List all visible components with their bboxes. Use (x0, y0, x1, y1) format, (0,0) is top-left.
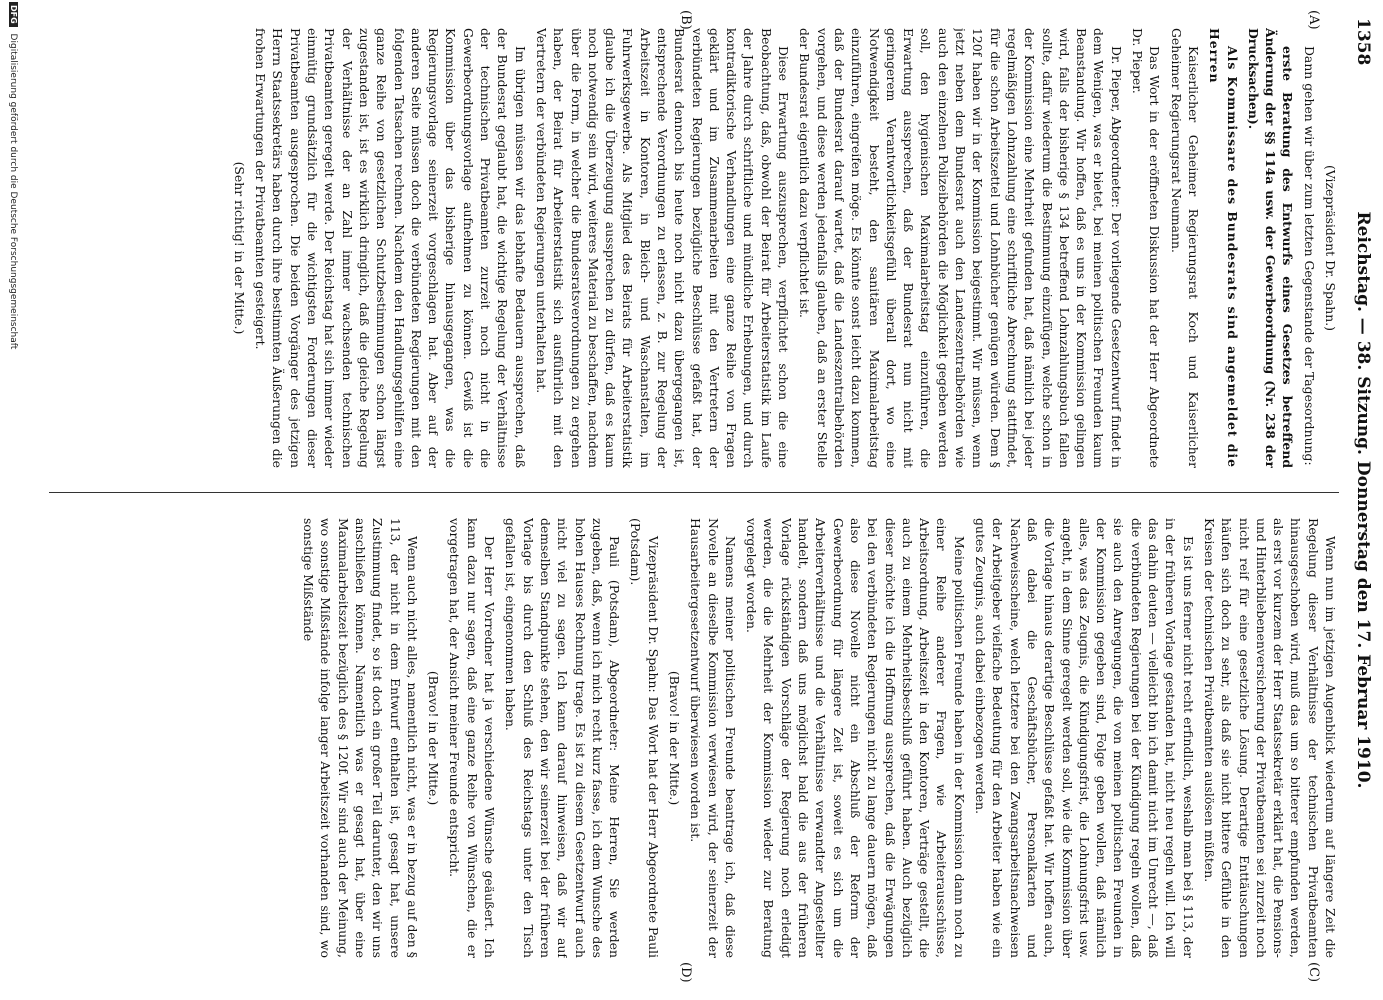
page-number: 1358 (1353, 18, 1373, 66)
paragraph: Wenn auch nicht alles, namentlich nicht, was er in bezug auf den § 113, der nicht in dem Entwurf enthalten ist, gesagt hat, unsere Zustimmung findet, so ist doch ein großer Teil darunter, den wir uns anschließen können. Namentlich was er gesagt hat, über eine Maximalarbeitszeit bezüglich des § 120f. Wir sind auch der Meinung, wo sonstige Mißstände infolge langer Arbeitszeit vorhanden sind, wo sonstige Mißstände (301, 518, 420, 958)
column-divider (49, 492, 1339, 493)
paragraph: Dr. Pieper, Abgeordneter: Der vorliegende Gesetzentwurf findet in dem Wenigen, was er bietet, bei meinen politischen Freunden kaum Beanstandung. Wir hoffen, daß es uns in der Kommission gelingen wird, falls der bisherige § 134 betreffend Lohnzahlungsbuch fallen sollte, dafür wiederum die Bestimmung einzufügen, welche schon in der Kommission eine Mehrheit gefunden hat, daß nämlich bei jeder regelmäßigen Lohnzahlung eine schriftliche Abrechnung stattfindet, für die schon Arbeitszettel und Lohnbücher genügen würden. Dem § 120f haben wir in der Kommission beigestimmt. Wir müssen, wenn jetzt neben dem Bundesrat auch den Landeszentralbehörden wie auch den einzelnen Polizeibehörden die Möglichkeit gegeben werden soll, den hygienischen Maximalarbeitstag einzuführen, die Erwartung aussprechen, daß der Bundesrat nun nicht mit geringerem Verantwortlichkeitsgefühl überall dort, wo eine Notwendigkeit besteht, den sanitären Maximalarbeitstag einzuführen, eingreifen möge. Es könnte sonst leicht dazu kommen, daß der Bundesrat darauf wartet, daß die Landeszentralbehörden vorgehen, und diese werden jedenfalls glauben, daß an erster Stelle der Bundesrat eigentlich dazu verpflichtet ist. (797, 28, 1124, 468)
margin-marker-c: (C) (1306, 962, 1321, 983)
agenda-item: erste Beratung des Entwurfs eines Gesetzes betreffend Änderung der §§ 114a usw. der Gewerbeordnung (Nr. 238 der Drucksachen). (1245, 28, 1296, 468)
paragraph: Meine politischen Freunde haben in der Kommission dann noch zu einer Reihe anderer Fragen, wie Arbeiterausschüsse, Arbeitsordnung, Arbeitszeit in den Kontoren, Verträge gestellt, die auch zu einem Mehrheitsbeschluß geführt haben. Auch bezüglich dieser möchte ich die Hoffnung aussprechen, daß die Erwägungen bei den verbündeten Regierungen nicht zu lange dauern mögen, daß also diese Novelle nicht ein Abschluß der Reform der Gewerbeordnung für längere Zeit ist, soweit es sich um die Arbeiterverhältnisse und die Verhältnisse verwandter Angestellter handelt, sondern daß uns möglichst bald die aus der früheren Vorlage rückständigen Vorschläge der Regierung noch erledigt werden, die die Mehrheit der Kommission wieder zur Beratung vorgelegt worden. (744, 518, 967, 958)
margin-marker-d: (D) (678, 962, 693, 983)
paragraph: Es ist uns ferner nicht recht erfindlich, weshalb man bei § 113, der in der früheren Vorlage gestanden hat, nicht neu regeln will. Ich will das dahin deuten — vielleicht bin ich damit nicht im Unrecht —, daß die verbündeten Regierungen bei der Kündigung regeln wollen, daß sie auch den Anregungen, die von meinen politischen Freunden in der Kommission gegeben sind, Folge geben wollen, daß nämlich alles, was das Zeugnis, die Kündigungsfrist, die Lohnungsfrist usw. angeht, in dem Sinne geregelt werden soll, wie die Kommission über die Vorlage hinaus derartige Beschlüsse gefaßt hat. Wir hoffen auch, daß dabei die Geschäftsbücher, Personalkarten und Nachweisscheine, welch letztere bei den Zwangsarbeitsnachweisen der Arbeitgeber vielfache Bedeutung für den Arbeiter haben wie ein gutes Zeugnis, auch dabei einbezogen werden. (973, 518, 1196, 958)
paragraph: Im übrigen müssen wir das lebhafte Bedauern aussprechen, daß der Bundesrat geglaubt hat, die wichtige Regelung der Verhältnisse der technischen Privatbeamten zurzeit noch nicht in die Gewerbeordnungsvorlage aufnehmen zu können. Gewiß ist die Kommission über das bisherige hinausgegangen, was die Regierungsvorlage seinerzeit vorgeschlagen hat. Aber auf der anderen Seite müssen doch die verbündeten Regierungen mit den folgenden Tatsachen rechnen. Nachdem den Handlungsgehilfen eine ganze Reihe von gesetzlichen Schutzbestimmungen schon längst zugestanden ist, ist es wirklich dringlich, daß die gleiche Regelung der Verhältnisse der an Zahl immer wachsenden technischen Privatbeamten geregelt werde. Der Reichstag hat sich immer wieder einmütig grundsätzlich für die wichtigsten Forderungen dieser Privatbeamten ausgesprochen. Die beiden Vorgänger des jetzigen Herrn Staatssekretärs haben durch ihre bestimmten Äußerungen die frohen Erwartungen der Privatbeamten gesteigert. (253, 28, 528, 468)
credit-text: Digitalisierung gefördert durch die Deutsche Forschungsgemeinschaft (8, 33, 18, 350)
paragraph: Vizepräsident Dr. Spahn: Das Wort hat der Herr Abgeordnete Pauli (Potsdam). (628, 518, 661, 958)
interjection: (Bravo! in der Mitte.) (426, 670, 442, 806)
speaker-note: (Vizepräsident Dr. Spahn.) (1323, 164, 1338, 332)
paragraph: Das Wort in der eröffneten Diskussion hat der Herr Abgeordnete Dr. Pieper. (1130, 28, 1163, 468)
left-column (49, 28, 1339, 468)
paragraph: Der Herr Vorredner hat ja verschiedene Wünsche geäußert. Ich kann dazu nur sagen, daß eine ganze Reihe von Wünschen, die er vorgetragen hat, der Ansicht meiner Freunde entspricht. (447, 518, 498, 958)
paragraph: Dann gehen wir über zum letzten Gegenstande der Tagesordnung: (1301, 46, 1317, 466)
paragraph: Wenn nun im jetzigen Augenblick wiederum auf längere Zeit die Regelung dieser Verhältnisse der technischen Privatbeamten hinausgeschoben wird, muß das um so bitterer empfunden werden, als erst vor kurzem der Herr Staatssekretär erklärt hat, die Pensions- und Hinterbliebenenversicherung der Privatbeamten sei zurzeit noch nicht reif für eine gesetzliche Lösung. Derartige Enttäuschungen häufen sich doch zu sehr, als daß sie nicht bittere Gefühle in den Kreisen der technischen Privatbeamten auslösen müßten. (1201, 518, 1338, 958)
margin-marker-a: (A) (1306, 10, 1321, 30)
paragraph: Kaiserlicher Geheimer Regierungsrat Koch und Kaiserlicher Geheimer Regierungsrat Neumann. (1168, 28, 1201, 468)
paragraph: Als Kommissare des Bundesrats sind angemeldet die Herren (1207, 28, 1240, 468)
paragraph: Namens meiner politischen Freunde beantrage ich, daß diese Novelle an dieselbe Kommission verwiesen wird, der seinerzeit der Hausarbeitergesetzentwurf überwiesen worden ist. (688, 518, 738, 958)
paragraph: Pauli (Potsdam), Abgeordneter: Meine Herren, Sie werden zugeben, daß, wenn ich mich recht kurz fasse, ich dem Wunsche des hohen Hauses Rechnung trage. Es ist zu diesem Gesetzentwurf auch nicht viel zu sagen. Ich kann darauf hinweisen, daß wir auf demselben Standpunkte stehen, den wir seinerzeit bei der früheren Vorlage bis durch den Schluß des Reichstags unter den Tisch gefallen ist, eingenommen haben. (503, 518, 623, 958)
interjection: (Bravo! in der Mitte.) (667, 670, 683, 806)
session-title: Reichstag. — 38. Sitzung. Donnerstag den 17. Februar 1910. (1353, 211, 1373, 789)
page-header (1345, 18, 1373, 982)
paragraph: Diese Erwartung auszusprechen, verpflichtet schon die eine Beobachtung, daß, obwohl der Beirat für Arbeiterstatistik im Laufe der Jahre durch schriftliche und mündliche Erhebungen, und durch kontradiktorische Verhandlungen eine ganze Reihe von Fragen geklärt und im Zusammenarbeiten mit den Vertretern der verbündeten Regierungen bezügliche Beschlüsse gefaßt hat, der Bundesrat dennoch bis heute noch nicht dazu übergegangen ist, entsprechende Verordnungen zu erlassen, z. B. zur Regelung der Arbeitszeit in Kontoren, in Bleich- und Waschanstalten, im Fuhrwerksgewerbe. Als Mitglied des Beirats für Arbeiterstatistik glaube ich die Überzeugung aussprechen zu dürfen, daß es kaum noch notwendig sein wird, weiteres Material zu beschaffen, nachdem über die Form, in welcher die Bundesratsverordnungen zu ergehen haben, der Beirat für Arbeiterstatistik sich ausführlich mit den Vertretern der verbündeten Regierungen unterhalten hat. (533, 28, 792, 468)
interjection: (Sehr richtig! in der Mitte.) (231, 161, 247, 335)
dfg-logo: DFG (9, 2, 18, 27)
margin-marker-b: (B) (678, 10, 693, 30)
digitization-credit (4, 2, 18, 982)
right-column (49, 518, 1339, 958)
